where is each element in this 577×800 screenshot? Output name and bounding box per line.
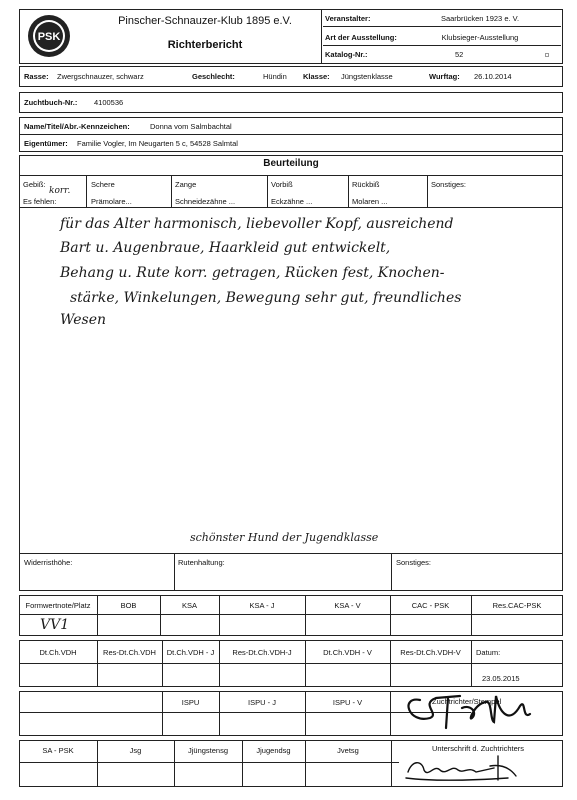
- award-formwertnote: Formwertnote/Platz: [25, 601, 91, 610]
- measurements-divider: [391, 553, 392, 591]
- name-label: Name/Titel/Abr.-Kennzeichen:: [24, 122, 130, 131]
- award-ksa: KSA: [181, 601, 197, 610]
- gebiss-col-divider: [427, 175, 428, 207]
- assessment-line: Behang u. Rute korr. getragen, Rücken fest, Knochen-: [60, 265, 445, 281]
- award-dt-ch-vdh: Dt.Ch.VDH: [39, 648, 77, 657]
- eigentuemer-value: Familie Vogler, Im Neugarten 5 c, 54528 Salmtal: [77, 139, 238, 148]
- gebiss-col-divider: [348, 175, 349, 207]
- art-underline: [323, 45, 561, 46]
- club-logo: [27, 14, 71, 58]
- assessment-closing: schönster Hund der Jugendklasse: [190, 531, 379, 544]
- checkbox-marker: [545, 53, 549, 57]
- assessment-line: stärke, Winkelungen, Bewegung sehr gut, freundliches: [70, 290, 462, 306]
- measurements-row: [19, 553, 563, 591]
- geschlecht-label: Geschlecht:: [192, 72, 235, 81]
- club-name: Pinscher-Schnauzer-Klub 1895 e.V.: [118, 15, 292, 27]
- col-schneidezaehne: Schneidezähne ...: [175, 197, 236, 206]
- zuchtrichter-label: Zuchtrichter/Stempel: [432, 697, 502, 706]
- unterschrift-label: Unterschrift d. Zuchtrichters: [431, 744, 525, 753]
- veranstalter-label: Veranstalter:: [325, 14, 371, 23]
- wurftag-label: Wurftag:: [429, 72, 460, 81]
- art-label: Art der Ausstellung:: [325, 33, 397, 42]
- svg-text:PSK: PSK: [37, 31, 61, 43]
- col-zange: Zange: [175, 180, 197, 189]
- sonstiges-label: Sonstiges:: [396, 558, 432, 567]
- wurftag-value: 26.10.2014: [474, 72, 512, 81]
- rasse-label: Rasse:: [24, 72, 49, 81]
- eigentuemer-label: Eigentümer:: [24, 139, 68, 148]
- klasse-value: Jüngstenklasse: [341, 72, 393, 81]
- zuchtbuch-value: 4100536: [94, 98, 124, 107]
- geschlecht-value: Hündin: [263, 72, 287, 81]
- header-divider: [321, 9, 322, 64]
- assessment-line: Bart u. Augenbraue, Haarkleid gut entwickelt,: [60, 240, 391, 256]
- award-ksa-j: KSA - J: [249, 601, 275, 610]
- datum-value: 23.05.2015: [482, 674, 520, 683]
- measurements-divider: [174, 553, 175, 591]
- col-rueckbiss: Rückbiß: [352, 180, 380, 189]
- col-molaren: Molaren ...: [352, 197, 388, 206]
- award-jjuengstensg: Jjüngstensg: [187, 746, 229, 755]
- datum-label: Datum:: [476, 648, 501, 657]
- rasse-value: Zwergschnauzer, schwarz: [57, 72, 144, 81]
- rutenhaltung-label: Rutenhaltung:: [178, 558, 225, 567]
- award-ksa-v: KSA - V: [334, 601, 361, 610]
- awards-col-divider: [471, 640, 472, 687]
- awards-col-divider: [390, 691, 391, 736]
- widerrist-label: Widerristhöhe:: [24, 558, 73, 567]
- gebiss-col-divider: [86, 175, 87, 207]
- zuchtbuch-label: Zuchtbuch-Nr.:: [24, 98, 78, 107]
- veranstalter-underline: [323, 26, 561, 27]
- award-dt-ch-vdh-j: Dt.Ch.VDH - J: [166, 648, 215, 657]
- awards-row-2-divider: [19, 663, 563, 664]
- katalog-value: 52: [455, 50, 464, 59]
- award-ispu-j: ISPU - J: [248, 698, 276, 707]
- award-cac-psk: CAC - PSK: [411, 601, 450, 610]
- katalog-label: Katalog-Nr.:: [325, 50, 368, 59]
- award-sa-psk: SA - PSK: [42, 746, 74, 755]
- gebiss-label: Gebiß:: [23, 180, 46, 189]
- gebiss-underline: [19, 207, 563, 208]
- award-res-dt-ch-vdh-v: Res-Dt.Ch.VDH-V: [400, 648, 461, 657]
- col-eckzaehne: Eckzähne ...: [271, 197, 313, 206]
- assessment-line: Wesen: [60, 312, 107, 328]
- award-jjugendsg: Jjugendsg: [256, 746, 291, 755]
- es-fehlen-label: Es fehlen:: [23, 197, 57, 206]
- name-value: Donna vom Salmbachtal: [150, 122, 232, 131]
- awards-col-divider: [391, 740, 392, 787]
- award-res-cac-psk: Res.CAC-PSK: [492, 601, 542, 610]
- col-vorbiss: Vorbiß: [271, 180, 293, 189]
- art-value: Klubsieger-Ausstellung: [441, 33, 519, 42]
- judge-stamp-signature: [400, 684, 540, 734]
- report-title: Richterbericht: [167, 39, 243, 51]
- beurteilung-heading: Beurteilung: [263, 158, 319, 169]
- gebiss-handwritten-note: korr.: [49, 186, 71, 196]
- award-res-dt-ch-vdh: Res-Dt.Ch.VDH: [103, 648, 156, 657]
- award-bob: BOB: [120, 601, 137, 610]
- award-dt-ch-vdh-v: Dt.Ch.VDH - V: [323, 648, 372, 657]
- awards-row-1-divider: [19, 614, 563, 615]
- gebiss-col-divider: [171, 175, 172, 207]
- veranstalter-value: Saarbrücken 1923 e. V.: [440, 14, 520, 23]
- heading-underline: [19, 175, 563, 176]
- name-underline: [19, 134, 563, 135]
- award-ispu: ISPU: [181, 698, 200, 707]
- judge-signature: [398, 752, 528, 784]
- award-jsg: Jsg: [129, 746, 142, 755]
- col-sonstiges: Sonstiges:: [431, 180, 467, 189]
- col-schere: Schere: [91, 180, 115, 189]
- award-ispu-v: ISPU - V: [332, 698, 363, 707]
- formwertnote-value: VV1: [40, 617, 70, 633]
- award-jvetsg: Jvetsg: [337, 746, 359, 755]
- gebiss-col-divider: [267, 175, 268, 207]
- assessment-line: für das Alter harmonisch, liebevoller Kopf, ausreichend: [60, 216, 454, 232]
- col-praemolare: Prämolare...: [91, 197, 132, 206]
- award-res-dt-ch-vdh-j: Res-Dt.Ch.VDH-J: [232, 648, 292, 657]
- klasse-label: Klasse:: [303, 72, 330, 81]
- awards-row-4-divider: [19, 762, 399, 763]
